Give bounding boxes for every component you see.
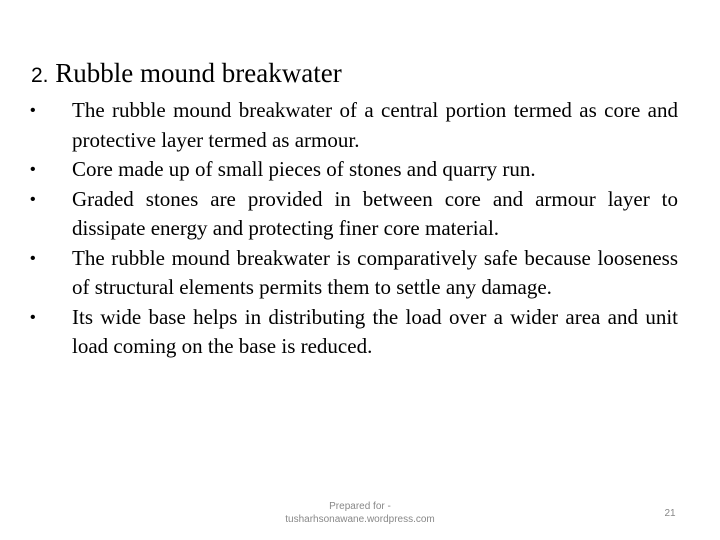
bullet-list (30, 96, 678, 362)
bullet-text: Graded stones are provided in between core and armour layer to dissipate energy and protecting finer core material. (72, 186, 678, 240)
bullet-item (30, 185, 678, 244)
bullet-dot-icon: • (30, 102, 36, 119)
bullet-dot-icon: • (30, 161, 36, 178)
bullet-item (30, 244, 678, 303)
footer-line-2: tusharhsonawane.wordpress.com (285, 514, 435, 525)
title-text: Rubble mound breakwater (55, 58, 342, 88)
bullet-text: The rubble mound breakwater of a central portion termed as core and protective layer termed as armour. (72, 98, 678, 152)
footer-line-1: Prepared for - (329, 501, 391, 512)
bullet-text: The rubble mound breakwater is comparatively safe because looseness of structural elements permits them to settle any damage. (72, 245, 678, 299)
slide-title (31, 56, 342, 93)
page-number: 21 (664, 508, 676, 519)
bullet-dot-icon: • (30, 249, 36, 267)
bullet-dot-icon: • (30, 308, 36, 326)
bullet-text: Its wide base helps in distributing the load over a wider area and unit load coming on the base is reduced. (72, 304, 678, 358)
bullet-item (30, 303, 678, 362)
bullet-item (30, 155, 678, 185)
title-number: 2. (31, 64, 49, 87)
footer-prepared-for (260, 500, 460, 526)
bullet-dot-icon: • (30, 190, 36, 208)
bullet-item (30, 96, 678, 155)
bullet-text: Core made up of small pieces of stones and quarry run. (72, 157, 536, 181)
